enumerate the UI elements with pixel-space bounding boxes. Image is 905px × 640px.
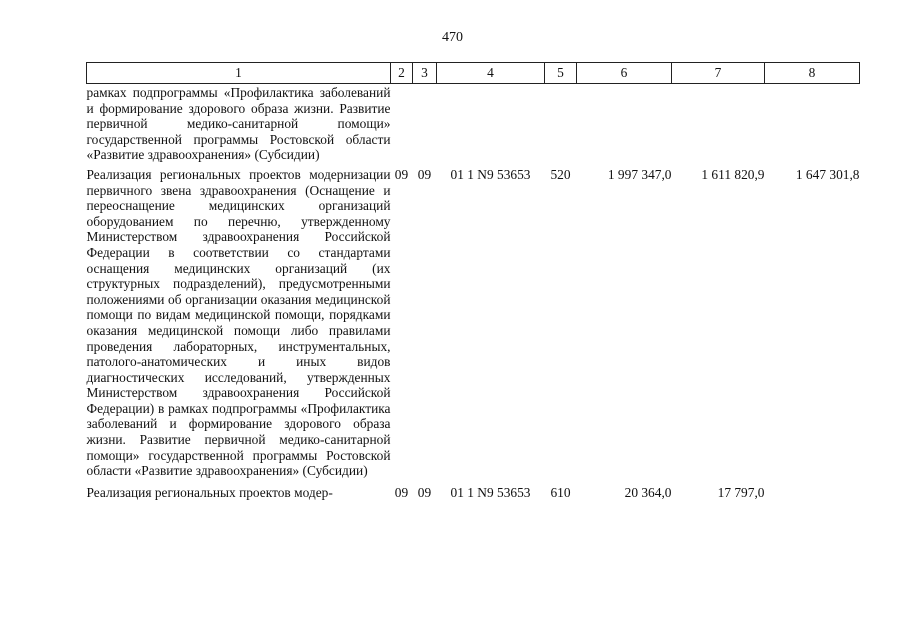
- header-row: [87, 63, 860, 84]
- cell-amount-col6: 1 997 347,0: [607, 166, 672, 182]
- column-header-1: 1: [87, 63, 391, 84]
- cell-amount-col8: [765, 84, 860, 163]
- cell-section: 09: [394, 484, 409, 500]
- cell-expense-type: [545, 84, 577, 163]
- cell-section: 09: [394, 166, 409, 182]
- cell-section: [391, 84, 413, 163]
- cell-subsection: 09: [417, 166, 432, 182]
- cell-target-code: [437, 84, 545, 163]
- table-row: [87, 163, 860, 479]
- cell-amount-col7: 17 797,0: [717, 484, 765, 500]
- cell-amount-col8: [765, 479, 860, 501]
- row-description: Реализация региональных проектов модер-: [86, 484, 333, 500]
- cell-amount-col8: 1 647 301,8: [795, 166, 860, 182]
- cell-amount-col7: 1 611 820,9: [701, 166, 765, 182]
- cell-amount-col6: 20 364,0: [624, 484, 672, 500]
- column-header-4: 4: [437, 63, 545, 84]
- table-row: [87, 479, 860, 501]
- cell-amount-col7: [672, 84, 765, 163]
- table-row: [87, 84, 860, 163]
- budget-table: [86, 62, 860, 500]
- cell-target-code: 01 1 N9 53653: [450, 484, 531, 500]
- row-description: Реализация региональных проектов модернизации первичного звена здравоохранения (Оснащение и переоснащение медицинских организаций оборудованием по перечню, утвержденному Министерством здравоохранения Российской Федерации в соответствии со стандартами оснащения медицинских организаций (их структурных подразделений), предусмотренными положениями об организации оказания медицинской помощи по видам медицинской помощи, порядками оказания медицинской помощи либо правилами проведения лабораторных, инструментальных, патолого-анатомических и иных видов диагностических исследований, утвержденных Министерством здравоохранения Российской Федерации) в рамках подпрограммы «Профилактика заболеваний и формирование здорового образа жизни. Развитие первичной медико-санитарной помощи» государственной программы Ростовской области «Развитие здравоохранения» (Субсидии): [86, 166, 391, 479]
- page-number: 470: [442, 30, 463, 45]
- row-description: рамках подпрограммы «Профилактика заболеваний и формирование здорового образа жизни. Развитие первичной медико-санитарной помощи» государственной программы Ростовской области «Развитие здравоохранения» (Субсидии): [86, 85, 391, 163]
- column-header-7: 7: [672, 63, 765, 84]
- cell-expense-type: 520: [550, 166, 571, 182]
- cell-amount-col6: [577, 84, 672, 163]
- cell-subsection: 09: [417, 484, 432, 500]
- column-header-8: 8: [765, 63, 860, 84]
- column-header-3: 3: [413, 63, 437, 84]
- column-header-6: 6: [577, 63, 672, 84]
- column-header-5: 5: [545, 63, 577, 84]
- cell-expense-type: 610: [550, 484, 571, 500]
- cell-subsection: [413, 84, 437, 163]
- column-header-2: 2: [391, 63, 413, 84]
- cell-target-code: 01 1 N9 53653: [450, 166, 531, 182]
